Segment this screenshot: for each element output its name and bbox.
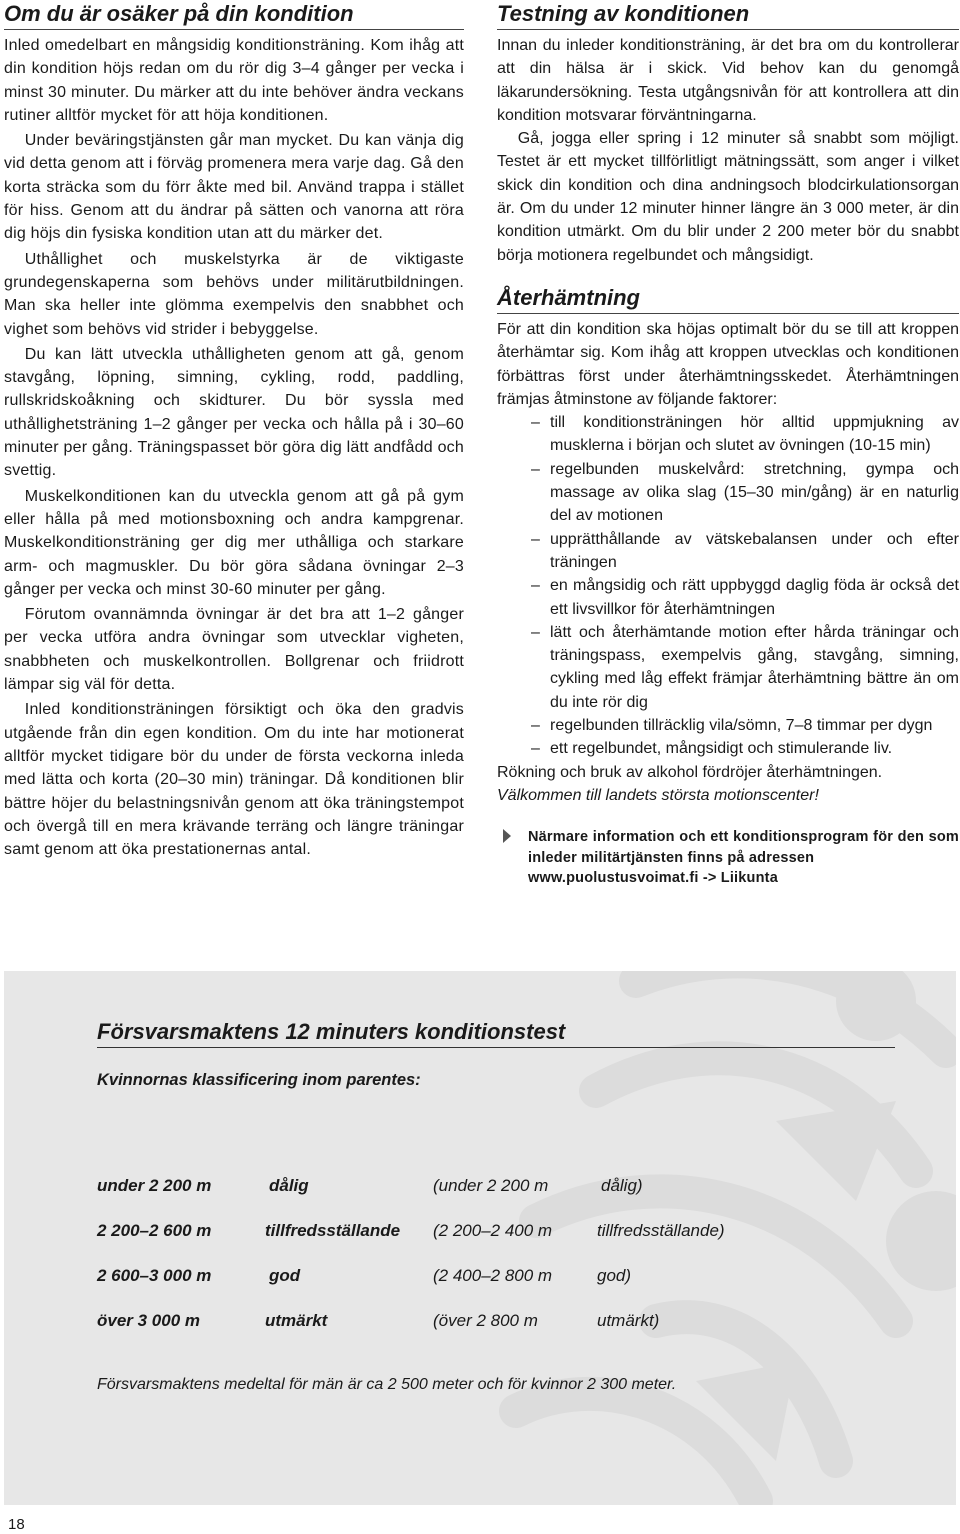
test-subtitle: Kvinnornas klassificering inom parentes: <box>97 1071 421 1089</box>
list-item: – till konditionsträningen hör alltid uppmjukning av musklerna i början och slutet av övningen (10-15 min) <box>531 414 959 455</box>
fitness-test-box: Försvarsmaktens 12 minuters konditionstest Kvinnornas klassificering inom parentes: under 2 200 m dålig (under 2 200 m dålig) 2 200–2 600 m tillfredsställande (2 200–2 400 m tillfredsställande) 2 600–3 000 m god (2 400–2 800 m god) över 3 000 m utmärkt (över 2 800 m utmärkt) Försvarsmaktens medeltal för män är ca 2 500 meter och för kvinnor 2 300 meter. <box>4 971 956 1505</box>
page-number: 18 <box>8 1516 25 1533</box>
heading-testing: Testning av konditionen <box>497 0 959 30</box>
paragraph: Rökning och bruk av alkohol fördröjer återhämtningen. <box>497 763 883 781</box>
triangle-right-icon <box>503 829 511 843</box>
list-item: – upprätthållande av vätskebalansen under och efter träningen <box>531 530 959 571</box>
test-footnote: Försvarsmaktens medeltal för män är ca 2 500 meter och för kvinnor 2 300 meter. <box>97 1376 677 1393</box>
note-url: www.puolustusvoimat.fi -> Liikunta <box>528 870 778 887</box>
list-item: – lätt och återhämtande motion efter hårda träningar och träningspass, exempelvis gång, stavgång, simning, cykling med låg effekt främjar återhämtning bättre än om du inte rör dig <box>531 623 959 711</box>
paragraph: Gå, jogga eller spring i 12 minuter så snabbt som möjligt. Testet är ett mycket tillförlitligt mätningssätt, som anger i vilket skick din kondition och dina andningsoch blodcirkulationsorgan är. Om du under 12 minuter hinner längre än 3 000 meter, är din kondition utmärkt. Om du blir under 2 200 meter bör du snabbt börja motionera regelbundet och mångsidigt. <box>497 130 959 264</box>
list-item: – ett regelbundet, mångsidigt och stimulerande liv. <box>531 740 893 758</box>
heading-recovery: Återhämtning <box>497 284 959 314</box>
paragraph: Förutom ovannämnda övningar är det bra att 1–2 gånger per vecka utföra andra övningar som utvecklar vigheten, snabbheten och muskelkontrollen. Bollgrenar och friidrott lämpar sig väl för detta. <box>4 606 464 694</box>
recovery-factors-list <box>497 411 959 760</box>
right-column <box>497 0 959 889</box>
list-item: – en mångsidig och rätt uppbyggd daglig föda är också det ett livsvillkor för återhämtningen <box>531 577 959 618</box>
paragraph: Uthållighet och muskelstyrka är de viktigaste grundegenskaperna som behövs under militärutbildningen. Man ska heller inte glömma exempelvis den snabbhet och vighet som behövs vid strider i bebyggelse. <box>4 250 464 338</box>
info-note <box>497 827 959 889</box>
test-title: Försvarsmaktens 12 minuters konditionstest <box>97 1019 895 1048</box>
paragraph: Inled omedelbart en mångsidig konditionsträning. Kom ihåg att din kondition höjs redan om du rör dig 3–4 gånger per vecka i minst 30 minuter. Du märker att du inte behöver ändra veckans rutiner alltför mycket för att höja konditionen. <box>4 37 464 124</box>
paragraph: Du kan lätt utveckla uthålligheten genom att gå, genom stavgång, löpning, simning, cykling, rodd, paddling, rullskridskoåkning och skidturer. Du bör syssla med uthållighetsträning 1–2 gånger per vecka och hålla på i 30–60 minuter per gång. Träningspasset bör göra dig lätt andfådd och svettig. <box>4 345 464 480</box>
paragraph: Under beväringstjänsten går man mycket. Du kan vänja dig vid detta genom att i förväg promenera mera varje dag. Gå den korta sträcka som du förr åkte med bil. Använd trappa i stället för hiss. Genom att du ändrar på sätten och vanorna att röra dig höjs din fysiska kondition utan att du märker det. <box>4 132 464 243</box>
list-item: – regelbunden muskelvård: stretchning, gympa och massage av olika slag (15–30 min/gång) är en naturlig del av motionen <box>531 460 959 525</box>
paragraph: För att din kondition ska höjas optimalt bör du se till att kroppen återhämtar sig. Kom ihåg att kroppen utvecklas och konditionen förbättras först under återhämtningsskedet. Återhämtningen främjas åtminstone av följande faktorer: <box>497 320 959 408</box>
paragraph: Inled konditionsträningen försiktigt och öka den gradvis utgående från din egen kondition. Om du inte har motionerat alltför mycket tidigare bör du under de första veckorna inleda med lätta och korta (20–30 min) träningar. Då konditionen blir bättre höjer du belastningsnivån genom att öka träningstempot och övergå till en mera krävande terräng och längre träningar samt genom att öka prestationernas antal. <box>4 701 464 859</box>
note-text: Närmare information och ett konditionsprogram för den som inleder militärtjänsten finns på adressen <box>528 829 959 866</box>
welcome-text: Välkommen till landets största motionscenter! <box>497 786 819 804</box>
list-item: – regelbunden tillräcklig vila/sömn, 7–8 timmar per dygn <box>531 717 933 735</box>
paragraph: Innan du inleder konditionsträning, är det bra om du kontrollerar att din hälsa är i skick. Vid behov kan du genomgå läkarundersökning. Testa utgångsnivån för att kontrollera att din kondition motsvarar förväntningarna. <box>497 37 959 124</box>
paragraph: Muskelkonditionen kan du utveckla genom att gå på gym eller hålla på med motionsboxning och andra kampgrenar. Muskelkonditionsträning ger dig mer uthålliga och starkare arm- och magmuskler. Du bör göra sådana övningar 2–3 gånger per vecka och minst 30-60 minuter per gång. <box>4 487 464 598</box>
heading-unsure-condition: Om du är osäker på din kondition <box>4 0 464 30</box>
left-column <box>4 0 464 861</box>
